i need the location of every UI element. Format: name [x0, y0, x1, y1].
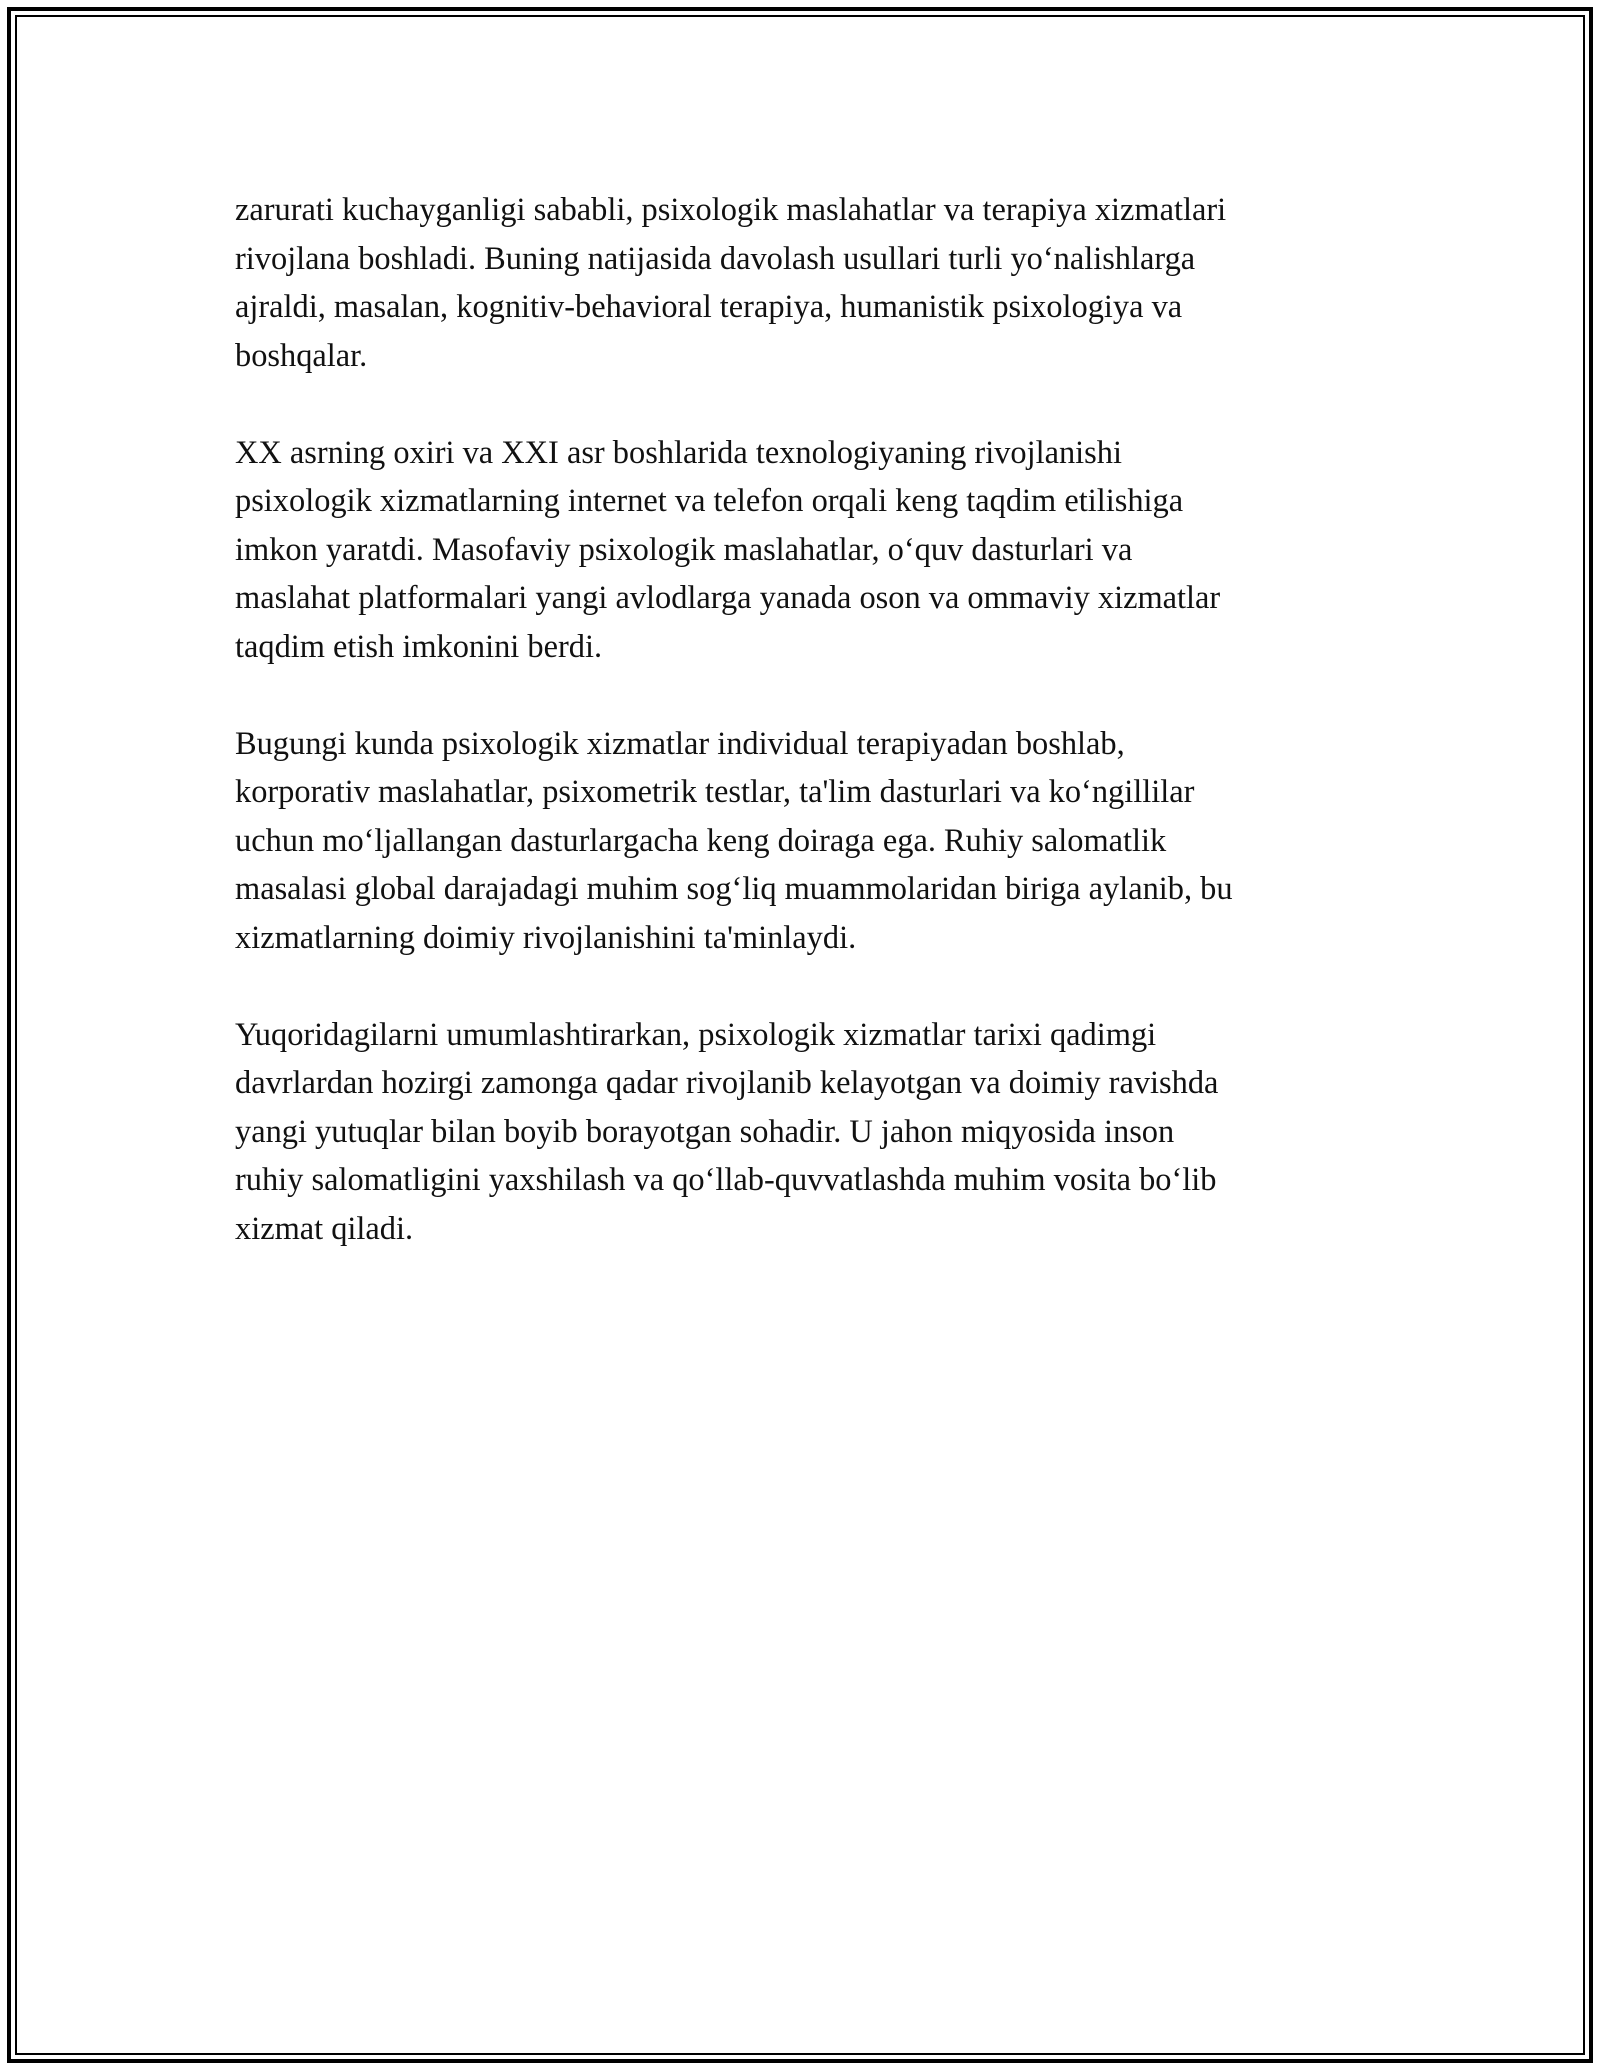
text-line: Bugungi kunda psixologik xizmatlar individual terapiyadan boshlab,: [235, 725, 1125, 762]
paragraph: [235, 186, 1385, 380]
text-line: psixologik xizmatlarning internet va telefon orqali keng taqdim etilishiga: [235, 483, 1184, 519]
text-line: taqdim etish imkonini berdi.: [235, 628, 603, 665]
text-line: yangi yutuqlar bilan boyib borayotgan sohadir. U jahon miqyosida inson: [235, 1113, 1175, 1150]
text-line: masalasi global darajadagi muhim sog‘liq muammolaridan biriga aylanib, bu: [235, 871, 1233, 907]
text-line: zarurati kuchayganligi sababli, psixologik maslahatlar va terapiya xizmatlari: [235, 192, 1227, 228]
text-line: imkon yaratdi. Masofaviy psixologik maslahatlar, o‘quv dasturlari va: [235, 531, 1133, 568]
document-body: [235, 186, 1385, 1253]
text-line: ajraldi, masalan, kognitiv-behavioral terapiya, humanistik psixologiya va: [235, 289, 1183, 325]
text-line: uchun mo‘ljallangan dasturlargacha keng doiraga ega. Ruhiy salomatlik: [235, 822, 1167, 859]
text-line: rivojlana boshladi. Buning natijasida davolash usullari turli yo‘nalishlarga: [235, 240, 1196, 277]
text-line: davrlardan hozirgi zamonga qadar rivojlanib kelayotgan va doimiy ravishda: [235, 1065, 1219, 1101]
paragraph: [235, 429, 1385, 672]
text-line: korporativ maslahatlar, psixometrik testlar, ta'lim dasturlari va ko‘ngillilar: [235, 774, 1195, 810]
text-line: xizmat qiladi.: [235, 1210, 414, 1247]
text-line: Yuqoridagilarni umumlashtirarkan, psixologik xizmatlar tarixi qadimgi: [235, 1016, 1157, 1053]
text-line: ruhiy salomatligini yaxshilash va qo‘llab-quvvatlashda muhim vosita bo‘lib: [235, 1162, 1217, 1198]
text-line: maslahat platformalari yangi avlodlarga yanada oson va ommaviy xizmatlar: [235, 580, 1221, 616]
text-line: xizmatlarning doimiy rivojlanishini ta'minlaydi.: [235, 919, 857, 956]
text-line: boshqalar.: [235, 337, 368, 374]
paragraph: [235, 720, 1385, 963]
text-line: XX asrning oxiri va XXI asr boshlarida texnologiyaning rivojlanishi: [235, 434, 1122, 471]
paragraph: [235, 1011, 1385, 1254]
